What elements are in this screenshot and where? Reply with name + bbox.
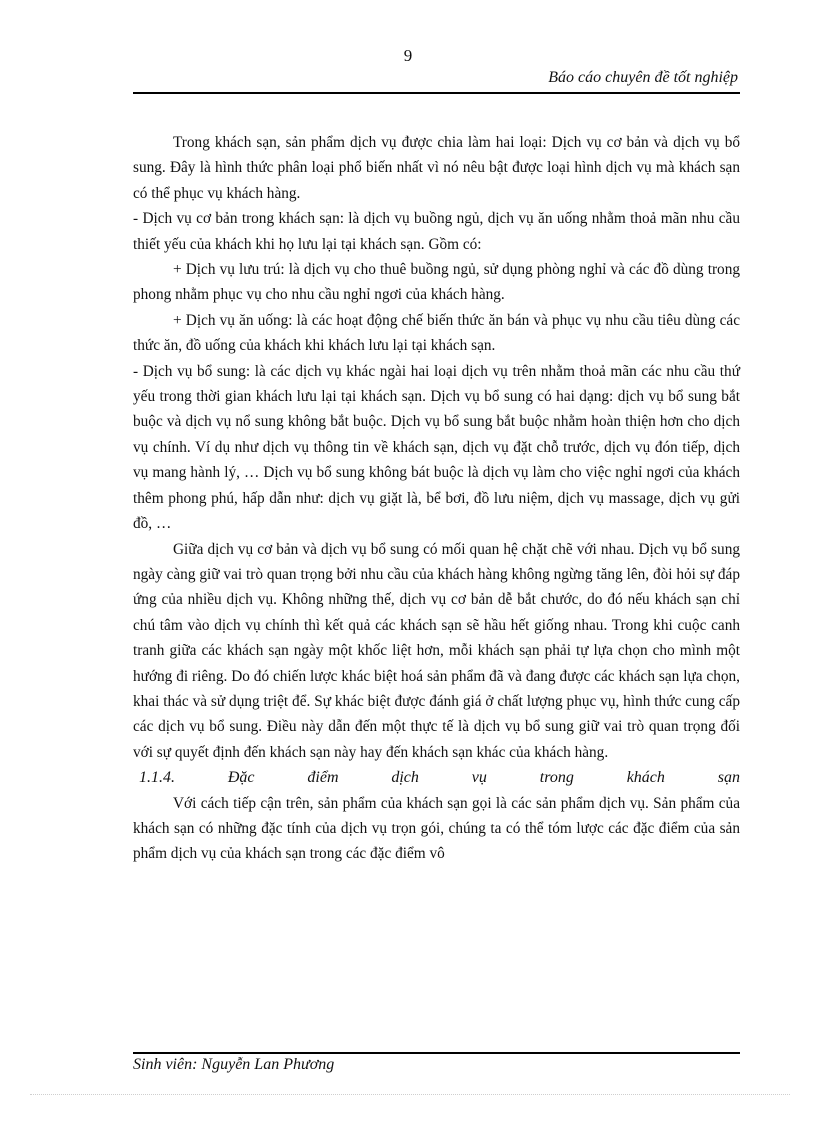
paragraph-service-characteristics: Với cách tiếp cận trên, sản phẩm của khách sạn gọi là các sản phẩm dịch vụ. Sản phẩm của khách sạn có những đặc tính của dịch vụ trọn gói, chúng ta có thể tóm lược các đặc điểm của sản phẩm dịch vụ của khách sạn trong các đặc điểm vô — [133, 794, 740, 863]
paragraph-basic-service: - Dịch vụ cơ bản trong khách sạn: là dịch vụ buồng ngủ, dịch vụ ăn uống nhằm thoả mãn nhu cầu thiết yếu của khách khi họ lưu lại tại khách sạn. Gồm có: — [133, 210, 740, 253]
header-title: Báo cáo chuyên đề tốt nghiệp — [548, 69, 738, 86]
paragraph-service-types: Trong khách sạn, sản phẩm dịch vụ được chia làm hai loại: Dịch vụ cơ bản và dịch vụ bổ sung. Đây là hình thức phân loại phổ biến nhất vì nó nêu bật được loại hình dịch vụ mà khách sạn có thể phục vụ khách hàng. — [133, 134, 740, 202]
paragraph-food-service: + Dịch vụ ăn uống: là các hoạt động chế biến thức ăn bán và phục vụ nhu cầu tiêu dùng các thức ăn, đồ uống của khách khi khách lưu lại tại khách sạn. — [133, 311, 740, 355]
document-body — [133, 130, 740, 867]
footer-divider — [133, 1052, 740, 1054]
paragraph-accommodation: + Dịch vụ lưu trú: là dịch vụ cho thuê buồng ngủ, sử dụng phòng nghỉ và các đồ dùng trong phong nhằm phục vụ cho nhu cầu nghỉ ngơi của khách hàng. — [133, 261, 740, 304]
footer-author: Sinh viên: Nguyễn Lan Phương — [133, 1056, 335, 1073]
header-divider — [133, 92, 740, 94]
section-heading: 1.1.4. Đặc điểm dịch vụ trong khách sạn — [139, 769, 740, 787]
page-number: 9 — [403, 46, 413, 65]
paragraph-service-relationship: Giữa dịch vụ cơ bản và dịch vụ bổ sung có mối quan hệ chặt chẽ với nhau. Dịch vụ bổ sung ngày càng giữ vai trò quan trọng bởi nhu cầu của khách hàng không ngừng tăng lên, đòi hỏi sự đáp ứng của nhiều dịch vụ. Không những thế, dịch vụ cơ bản dễ bắt chước, do đó nếu khách sạn chỉ chú tâm vào dịch vụ chính thì kết quả các khách sạn sẽ hầu hết giống nhau. Trong khi cuộc canh tranh giữa các khách sạn ngày một khốc liệt hơn, mỗi khách sạn phải tự lựa chọn cho mình một hướng đi riêng. Do đó chiến lược khác biệt hoá sản phẩm đã và đang được các khách sạn lựa chọn, khai thác và sử dụng triệt để. Sự khác biệt được đánh giá ở chất lượng phục vụ, hình thức cung cấp các dịch vụ bổ sung. Điều này dẫn đến một thực tế là dịch vụ bổ sung giữ vai trò quan trọng đối với sự quyết định đến khách sạn này hay đến khách sạn khác của khách hàng. — [133, 540, 740, 761]
paragraph-supplementary-service: - Dịch vụ bổ sung: là các dịch vụ khác ngài hai loại dịch vụ trên nhằm thoả mãn các nhu cầu thứ yếu trong thời gian khách lưu lại tại khách sạn. Dịch vụ bổ sung có hai dạng: dịch vụ bổ sung bắt buộc và dịch vụ nổ sung không bắt buộc. Dịch vụ bổ sung bắt buộc nhằm hoàn thiện hơn cho dịch vụ chính. Ví dụ như dịch vụ thông tin về khách sạn, dịch vụ đặt chỗ trước, dịch vụ đón tiếp, dịch vụ mang hành lý, … Dịch vụ bổ sung không bát buộc là dịch vụ làm cho việc nghỉ ngơi của khách thêm phong phú, hấp dẫn như: dịch vụ giặt là, bể bơi, đồ lưu niệm, dịch vụ massage, dịch vụ gửi đồ, … — [133, 362, 740, 533]
page-bottom-border — [30, 1094, 790, 1095]
